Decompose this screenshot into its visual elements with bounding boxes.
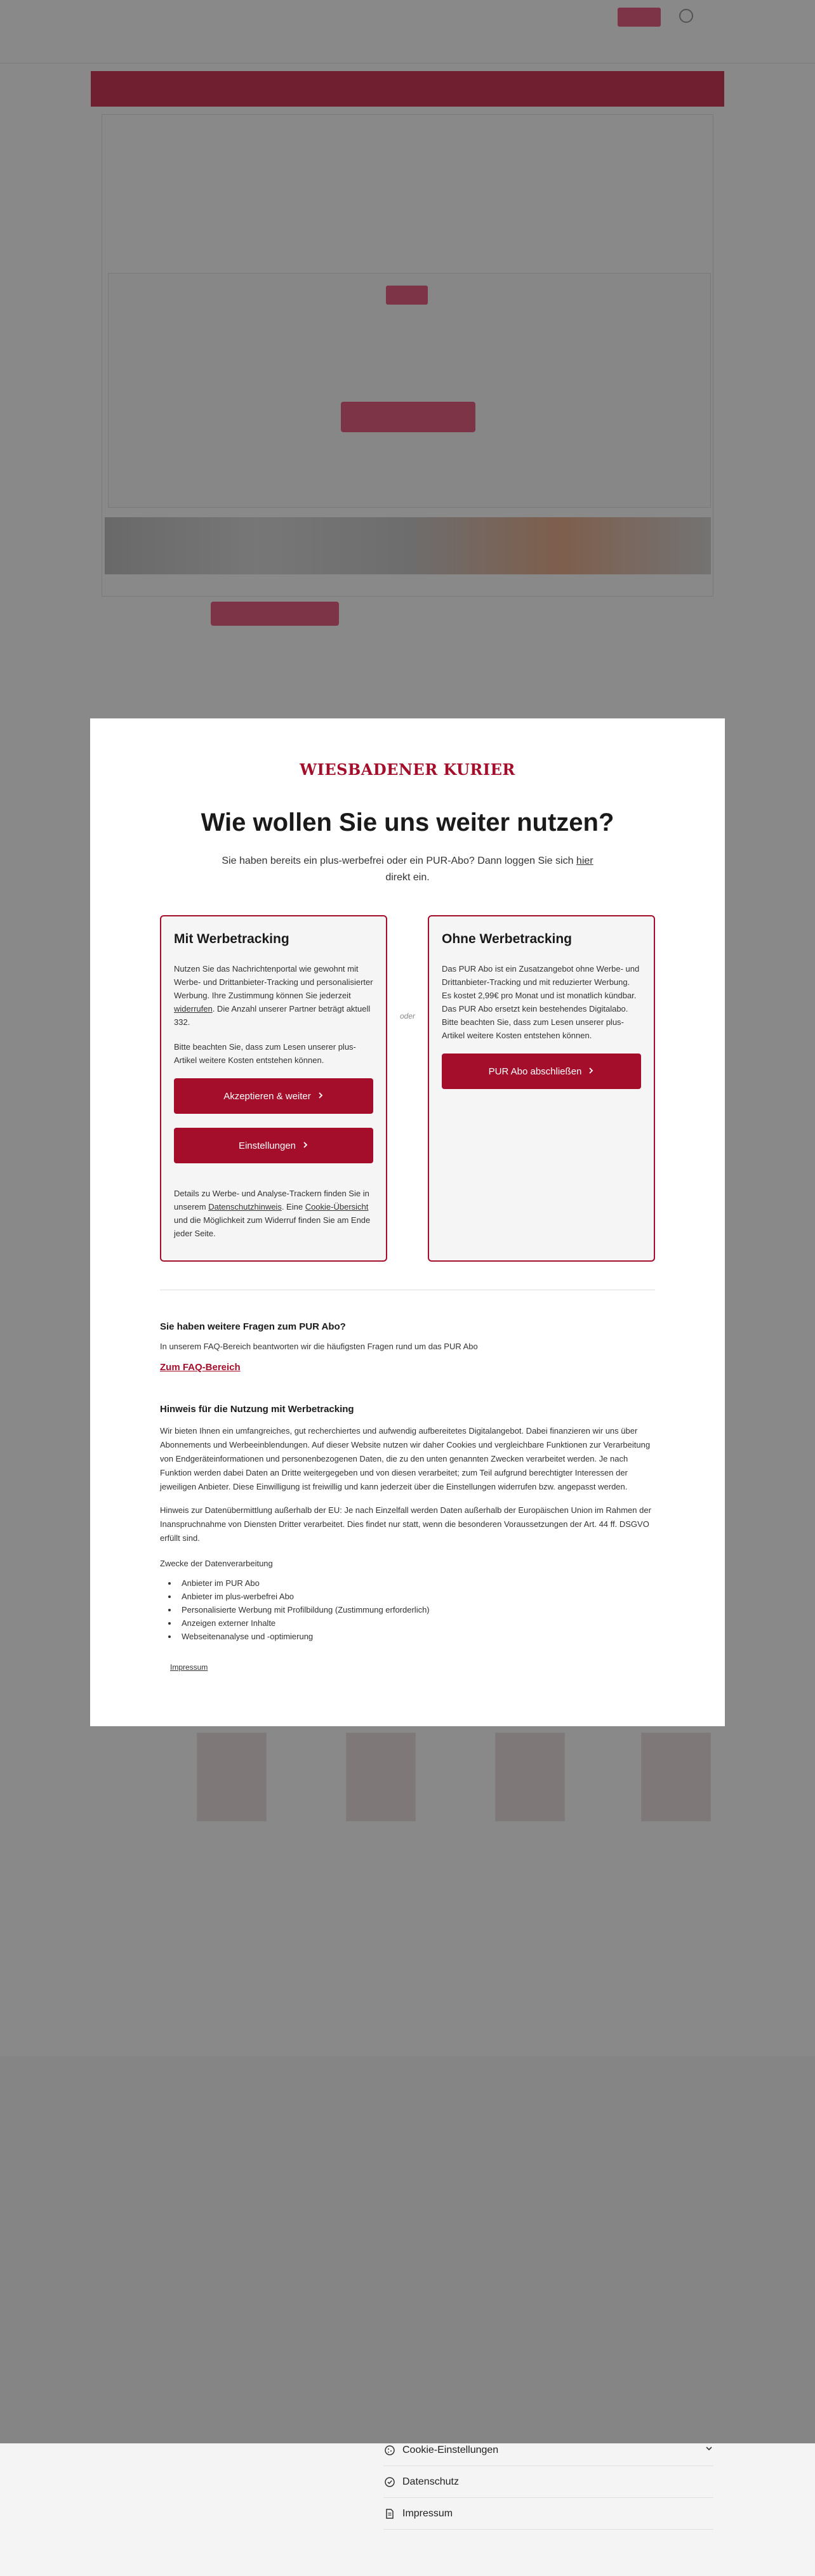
chevron-right-icon (317, 1092, 324, 1101)
accept-button[interactable] (174, 1078, 373, 1114)
subtitle-text: Sie haben bereits ein plus-werbefrei oder ein PUR-Abo? Dann loggen Sie sich (222, 855, 576, 866)
document-icon (383, 2507, 396, 2520)
login-link[interactable]: hier (576, 855, 593, 866)
chevron-right-icon (302, 1141, 308, 1151)
pur-abo-button-label: PUR Abo abschließen (488, 1066, 582, 1077)
faq-heading: Sie haben weitere Fragen zum PUR Abo? (160, 1321, 346, 1332)
footer-link-datenschutz[interactable] (383, 2466, 713, 2498)
footer-link-label: Datenschutz (402, 2476, 459, 2487)
subtitle-text: direkt ein. (385, 872, 430, 883)
details-text-part: und die Möglichkeit zum Widerruf finden Sie am Ende jeder Seite. (174, 1215, 371, 1238)
card-text (174, 962, 373, 1029)
footer-link-cookie-settings[interactable] (383, 2434, 713, 2466)
hint-heading: Hinweis für die Nutzung mit Werbetracking (160, 1404, 354, 1415)
footer-link-label: Cookie-Einstellungen (402, 2444, 499, 2455)
list-item: • Anbieter im plus-werbefrei Abo (178, 1590, 430, 1603)
without-tracking-card (428, 915, 655, 1262)
details-text-part: . Eine (281, 1202, 305, 1212)
chevron-right-icon (588, 1067, 594, 1076)
shield-icon (383, 2476, 396, 2488)
brand-logo: WIESBADENER KURIER (300, 760, 515, 779)
settings-button-label: Einstellungen (238, 1140, 296, 1151)
card-text-part: Nutzen Sie das Nachrichtenportal wie gewohnt mit Werbe- und Drittanbieter-Tracking und personalisierter Werbung. Ihre Zustimmung können Sie jederzeit (174, 964, 373, 1000)
with-tracking-card (160, 915, 387, 1262)
faq-link[interactable]: Zum FAQ-Bereich (160, 1362, 241, 1373)
revoke-link[interactable]: widerrufen (174, 1004, 213, 1014)
footer-links (383, 2434, 713, 2530)
chevron-down-icon (705, 2444, 713, 2456)
list-item: • Anbieter im PUR Abo (178, 1576, 430, 1590)
faq-text: In unserem FAQ-Bereich beantworten wir die häufigsten Fragen rund um das PUR Abo (160, 1342, 478, 1351)
tracker-details-text (174, 1187, 376, 1240)
privacy-notice-link[interactable]: Datenschutzhinweis (208, 1202, 282, 1212)
card-text-part: . Die Anzahl unserer Partner beträgt aktuell 332. (174, 1004, 371, 1027)
pur-abo-button[interactable] (442, 1054, 641, 1089)
settings-button[interactable] (174, 1128, 373, 1163)
details-text-part: Details zu Werbe- und Analyse-Trackern finden Sie in unserem (174, 1189, 369, 1212)
consent-modal (90, 718, 725, 1726)
card-note: Bitte beachten Sie, dass zum Lesen unserer plus-Artikel weitere Kosten entstehen können. (174, 1042, 356, 1065)
footer-link-label: Impressum (402, 2507, 453, 2519)
list-item: • Webseitenanalyse und -optimierung (178, 1630, 430, 1643)
footer-link-impressum[interactable] (383, 2498, 713, 2530)
impressum-link[interactable]: Impressum (170, 1663, 208, 1672)
modal-subtitle (208, 853, 607, 886)
or-separator: oder (399, 1012, 416, 1020)
purposes-list (178, 1576, 430, 1643)
hint-text: Wir bieten Ihnen ein umfangreiches, gut recherchiertes und aufwendig aufbereitetes Digitalangebot. Dabei finanzieren wir uns über Abonnements und Werbeeinblendungen. Auf dieser Website nutzen wir daher Cookies und vergleichbare Funktionen zur Verarbeitung von Endgeräteinformationen und personenbezogenen Daten, die zu den unten genannten Zwecken verarbeitet werden. Je nach Funktion werden dabei Daten an Dritte weitergegeben und von diesen verarbeitet; zum Teil aufgrund berechtigter Interessen der jeweiligen Anbieter. Diese Einwilligung ist freiwillig und kann jederzeit über die Einstellungen widerrufen bzw. angepasst werden. (160, 1426, 651, 1491)
data-transfer-text: Hinweis zur Datenübermittlung außerhalb der EU: Je nach Einzelfall werden Daten außerhalb der Europäischen Union im Rahmen der Inanspruchnahme von Diensten Dritter verarbeitet. Dies findet nur statt, wenn die besonderen Voraussetzungen der Art. 44 ff. DSGVO erfüllt sind. (160, 1505, 651, 1543)
accept-button-label: Akzeptieren & weiter (223, 1090, 311, 1102)
cookie-overview-link[interactable]: Cookie-Übersicht (305, 1202, 369, 1212)
list-item: • Anzeigen externer Inhalte (178, 1616, 430, 1630)
modal-title: Wie wollen Sie uns weiter nutzen? (201, 809, 614, 836)
cookie-icon (383, 2444, 396, 2457)
list-item: • Personalisierte Werbung mit Profilbildung (Zustimmung erforderlich) (178, 1603, 430, 1616)
purposes-heading: Zwecke der Datenverarbeitung (160, 1559, 273, 1568)
card-title: Ohne Werbetracking (442, 932, 572, 946)
card-text: Das PUR Abo ist ein Zusatzangebot ohne Werbe- und Drittanbieter-Tracking und mit reduzierter Werbung. Es kostet 2,99€ pro Monat und ist monatlich kündbar. Das PUR Abo ersetzt kein bestehendes Digitalabo. Bitte beachten Sie, dass zum Lesen unserer plus-Artikel weitere Kosten entstehen können. (442, 964, 640, 1040)
card-title: Mit Werbetracking (174, 932, 289, 946)
